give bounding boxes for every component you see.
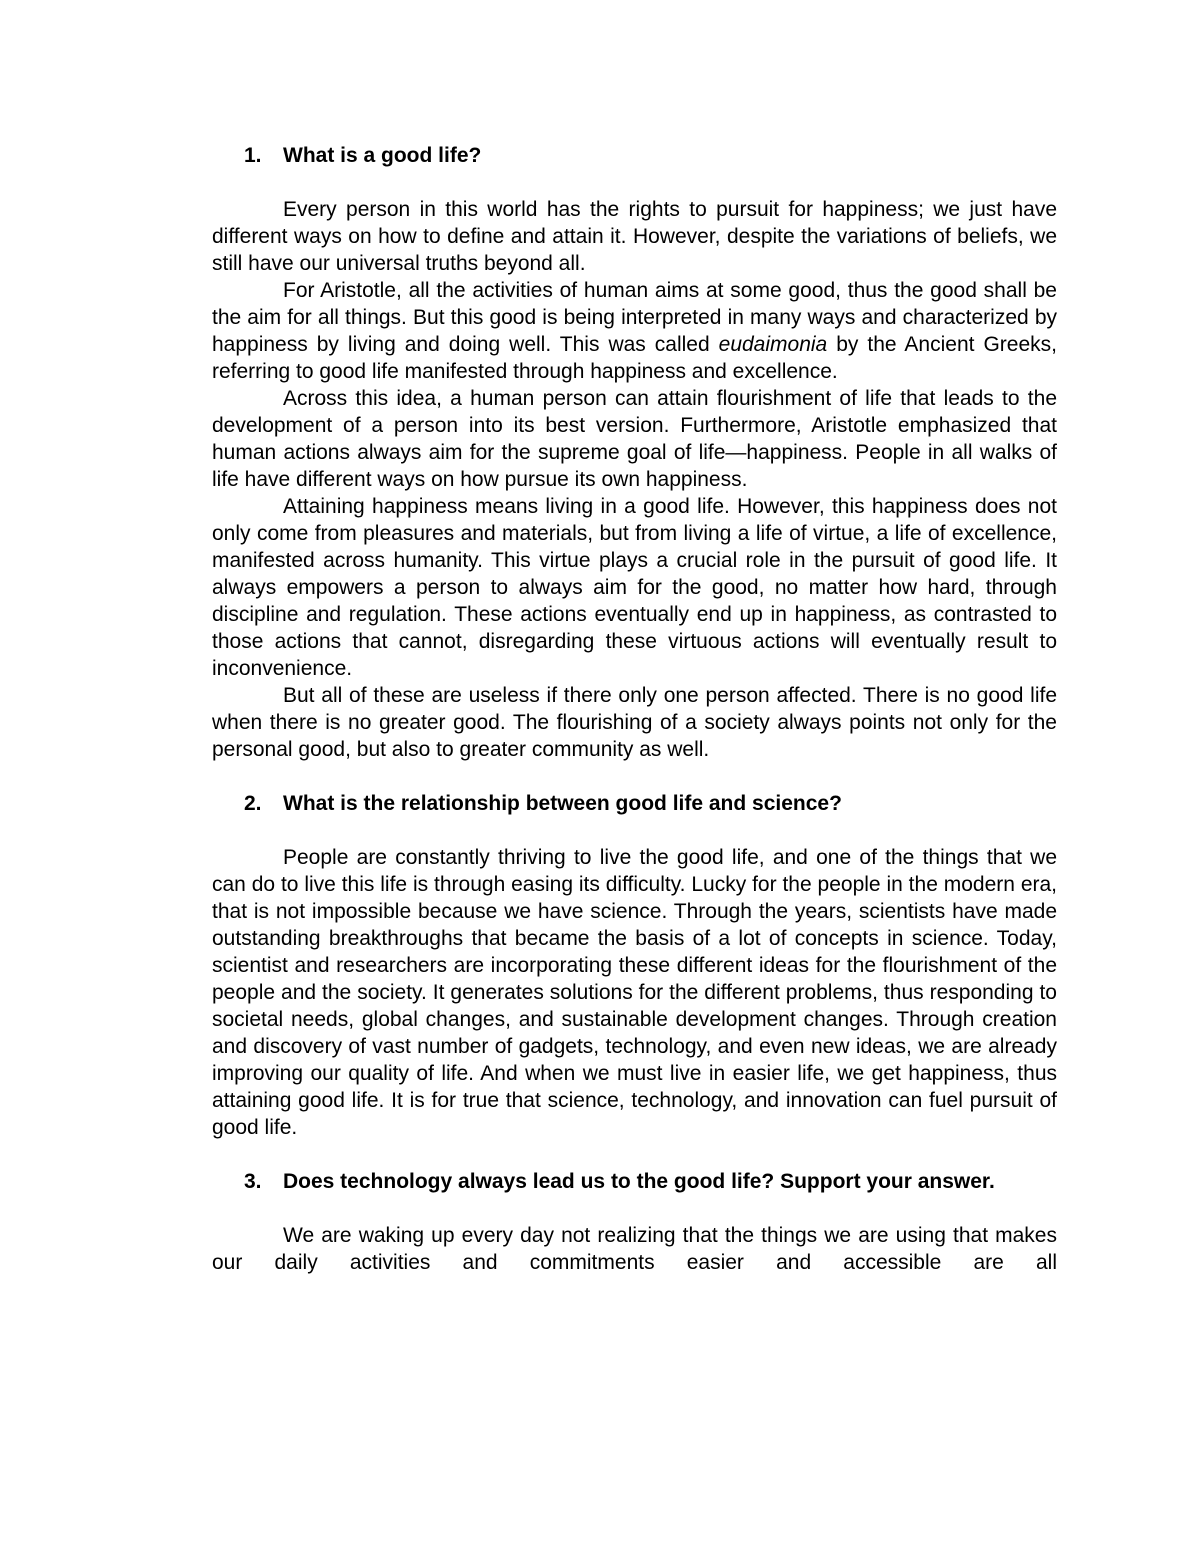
italic-term: eudaimonia [718,333,828,356]
question-number: 3. [244,1170,262,1193]
question-text: What is the relationship between good life and science? [283,792,842,815]
question-text: What is a good life? [283,144,482,167]
question-1-heading [212,142,1057,169]
answer-2 [212,844,1057,1141]
paragraph: People are constantly thriving to live the good life, and one of the things that we can do to live this life is through easing its difficulty. Lucky for the people in the modern era, that is not impossible because we have science. Through the years, scientists have made outstanding breakthroughs that became the basis of a lot of concepts in science. Today, scientist and researchers are incorporating these different ideas for the flourishment of the people and the society. It generates solutions for the different problems, thus responding to societal needs, global changes, and sustainable development changes. Through creation and discovery of vast number of gadgets, technology, and even new ideas, we are already improving our quality of life. And when we must live in easier life, we get happiness, thus attaining good life. It is for true that science, technology, and innovation can fuel pursuit of good life. [212,846,1057,1139]
question-3-heading [212,1168,1057,1195]
paragraph: Every person in this world has the rights to pursuit for happiness; we just have different ways on how to define and attain it. However, despite the variations of beliefs, we still have our universal truths beyond all. [212,198,1057,275]
paragraph: Across this idea, a human person can attain flourishment of life that leads to the development of a person into its best version. Furthermore, Aristotle emphasized that human actions always aim for the supreme goal of life—happiness. People in all walks of life have different ways on how pursue its own happiness. [212,387,1057,491]
answer-1 [212,196,1057,763]
paragraph: We are waking up every day not realizing that the things we are using that makes our daily activities and commitments easier and accessible are all [212,1224,1057,1274]
question-number: 2. [244,792,262,815]
question-number: 1. [244,144,262,167]
paragraph-text: by the Ancient Greeks, referring to good life manifested through happiness and excellence. [212,333,1057,383]
question-2-heading [212,790,1057,817]
paragraph: But all of these are useless if there only one person affected. There is no good life when there is no greater good. The flourishing of a society always points not only for the personal good, but also to greater community as well. [212,684,1057,761]
document-page [212,142,1057,1276]
paragraph-aristotle [212,277,1057,385]
paragraph: Attaining happiness means living in a good life. However, this happiness does not only come from pleasures and materials, but from living a life of virtue, a life of excellence, manifested across humanity. This virtue plays a crucial role in the pursuit of good life. It always empowers a person to always aim for the good, no matter how hard, through discipline and regulation. These actions eventually end up in happiness, as contrasted to those actions that cannot, disregarding these virtuous actions will eventually result to inconvenience. [212,495,1057,680]
paragraph-text: For Aristotle, all the activities of human aims at some good, thus the good shall be the aim for all things. But this good is being interpreted in many ways and characterized by happiness by living and doing well. This was called [212,279,1057,356]
question-text: Does technology always lead us to the good life? Support your answer. [283,1170,995,1193]
answer-3 [212,1222,1057,1276]
